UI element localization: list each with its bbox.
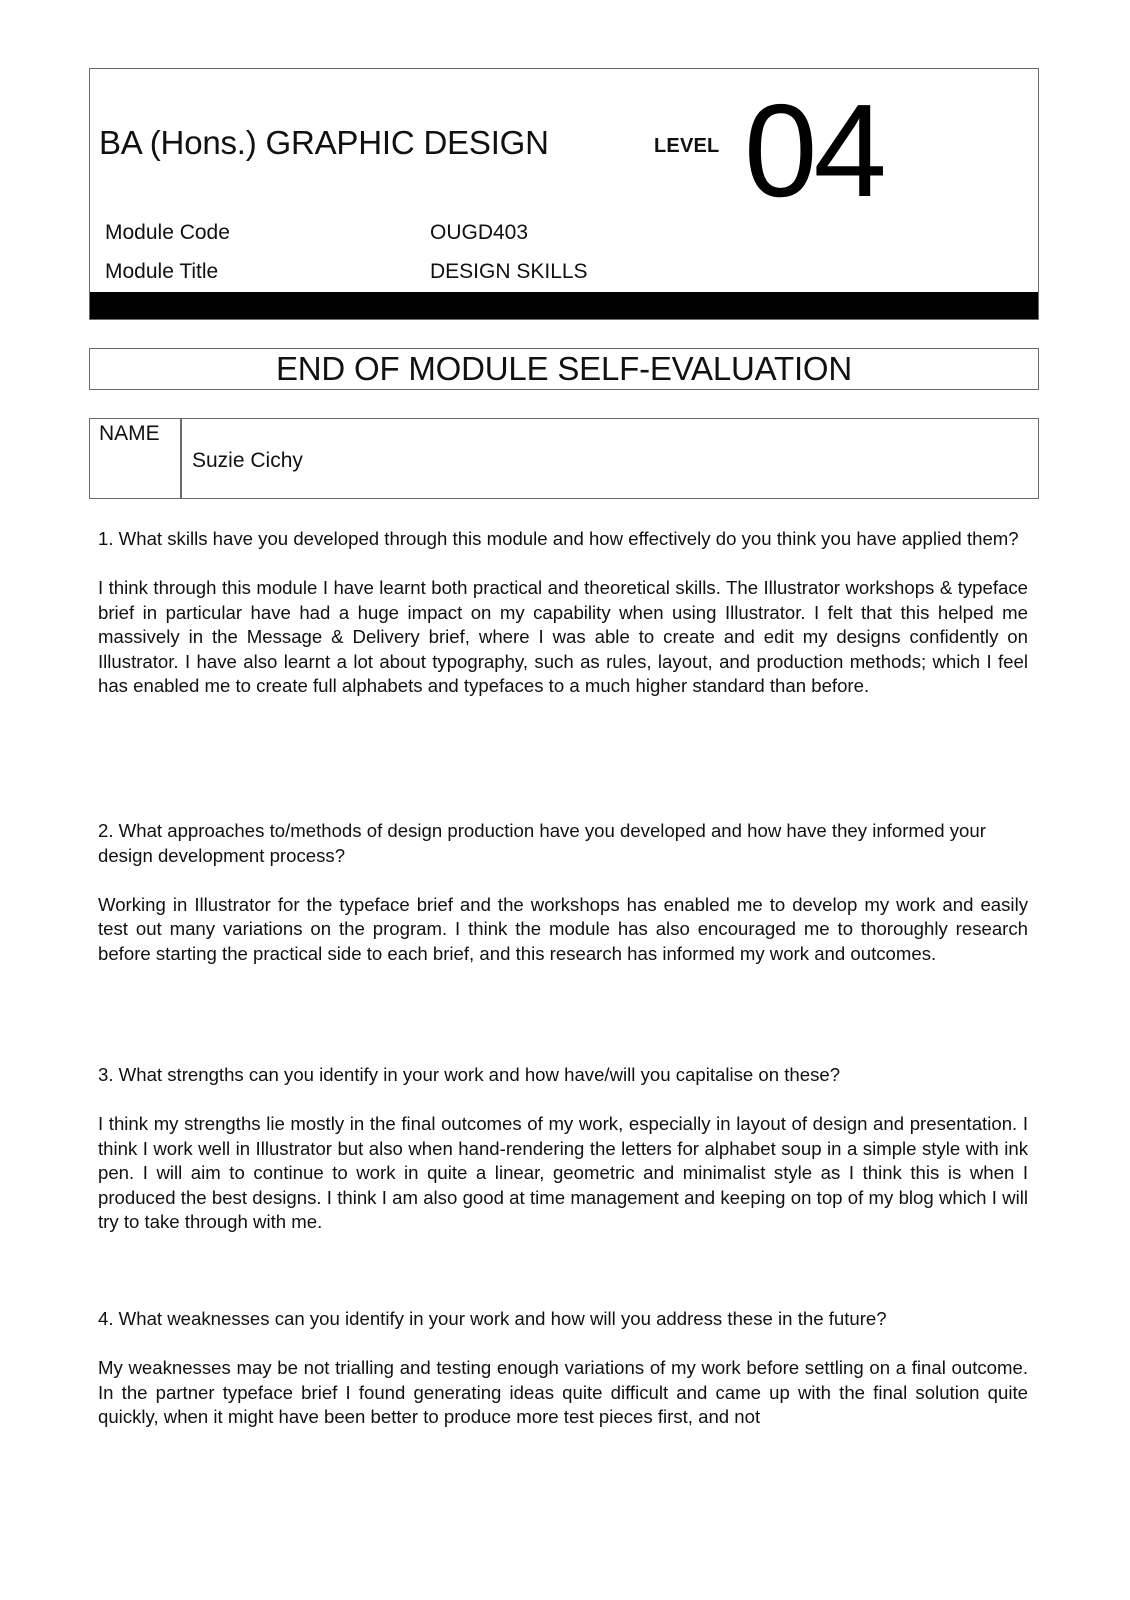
document-header xyxy=(89,68,1039,320)
question-2: 2. What approaches to/methods of design production have you developed and how have they informed your design development process? xyxy=(98,820,986,866)
answer-4: My weaknesses may be not trialling and testing enough variations of my work before settling on a final outcome. In the partner typeface brief I found generating ideas quite difficult and came up with the final solution quite quickly, when it might have been better to produce more test pieces first, and not xyxy=(98,1357,1028,1427)
name-label: NAME xyxy=(99,422,160,445)
module-code-label: Module Code xyxy=(105,221,230,244)
module-code-value: OUGD403 xyxy=(430,221,529,244)
name-field-box xyxy=(89,418,1039,499)
header-black-bar xyxy=(90,292,1038,319)
name-field-divider xyxy=(180,419,182,498)
level-number: 04 xyxy=(744,77,883,224)
question-4: 4. What weaknesses can you identify in your work and how will you address these in the future? xyxy=(98,1308,887,1329)
question-block-1 xyxy=(98,527,1028,699)
answer-2: Working in Illustrator for the typeface brief and the workshops has enabled me to develop my work and easily test out many variations on the program. I think the module has also encouraged me to thoroughly research before starting the practical side to each brief, and this research has informed my work and outcomes. xyxy=(98,893,1028,964)
module-title-row xyxy=(105,260,588,284)
name-value: Suzie Cichy xyxy=(192,449,303,472)
question-block-2 xyxy=(98,819,1028,966)
module-title-value: DESIGN SKILLS xyxy=(430,260,588,283)
question-block-4 xyxy=(98,1307,1028,1430)
question-1: 1. What skills have you developed through this module and how effectively do you think you have applied them? xyxy=(98,528,1019,549)
section-title: END OF MODULE SELF-EVALUATION xyxy=(275,350,853,387)
question-block-3 xyxy=(98,1063,1028,1235)
question-3: 3. What strengths can you identify in your work and how have/will you capitalise on these? xyxy=(98,1064,841,1085)
answer-3: I think my strengths lie mostly in the final outcomes of my work, especially in layout of design and presentation. I think I work well in Illustrator but also when hand-rendering the letters for alphabet soup in a simple style with ink pen. I will aim to continue to work in quite a linear, geometric and minimalist style as I think this is when I produced the best designs. I think I am also good at time management and keeping on top of my blog which I will try to take through with me. xyxy=(98,1113,1028,1232)
level-label: LEVEL xyxy=(654,135,720,157)
module-title-label: Module Title xyxy=(105,260,219,283)
section-title-box xyxy=(89,348,1039,390)
module-code-row xyxy=(105,221,529,245)
program-title: BA (Hons.) GRAPHIC DESIGN xyxy=(99,124,549,161)
answer-1: I think through this module I have learnt both practical and theoretical skills. The Illustrator workshops & typeface brief in particular have had a huge impact on my capability when using Illustrator. I felt that this helped me massively in the Message & Delivery brief, where I was able to create and edit my designs confidently on Illustrator. I have also learnt a lot about typography, such as rules, layout, and production methods; which I feel has enabled me to create full alphabets and typefaces to a much higher standard than before. xyxy=(98,577,1028,696)
